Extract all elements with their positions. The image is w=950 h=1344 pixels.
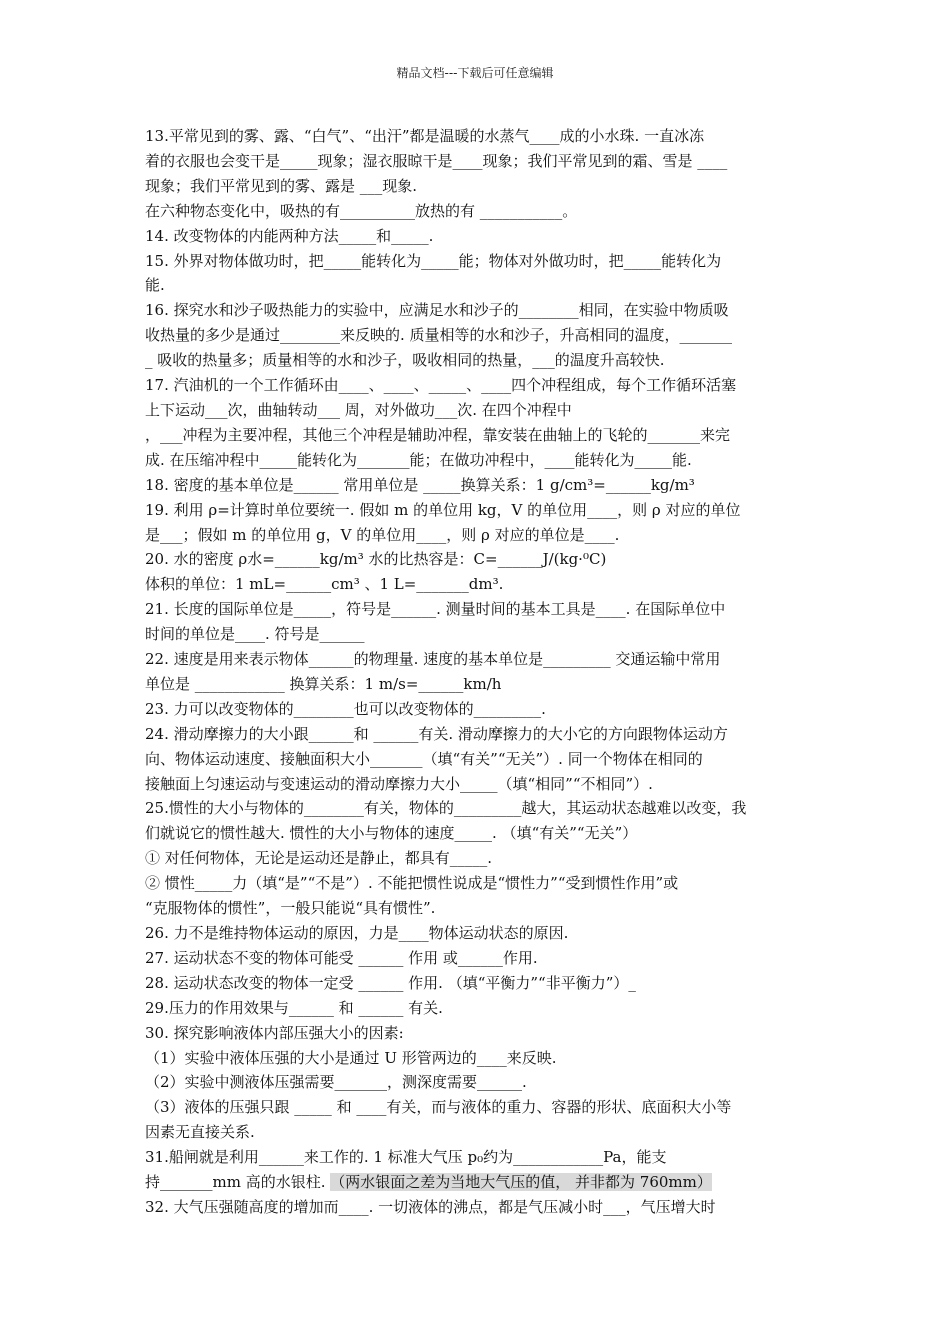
- text-line: 17. 汽油机的一个工作循环由____、____、_____、____四个冲程组成，每个工作循环活塞: [145, 376, 737, 395]
- text-line: 22. 速度是用来表示物体______的物理量. 速度的基本单位是_________ 交通运输中常用: [145, 650, 721, 669]
- text-line: ② 惯性_____力（填“是”“不是”）. 不能把惯性说成是“惯性力”“受到惯性作用”或: [145, 874, 679, 893]
- text-line: 现象；我们平常见到的雾、露是 ___现象.: [145, 176, 418, 195]
- text-line: 能.: [145, 276, 165, 295]
- text-line: 25.惯性的大小与物体的________有关，物体的_________越大，其运动状态越难以改变，我: [145, 799, 747, 818]
- document-body: [145, 124, 810, 1220]
- text-line: 19. 利用 ρ=计算时单位要统一. 假如 m 的单位用 kg，V 的单位用____，则 ρ 对应的单位: [145, 500, 741, 519]
- text-line: 23. 力可以改变物体的________也可以改变物体的_________.: [145, 699, 546, 718]
- text-line: 收热量的多少是通过________来反映的. 质量相等的水和沙子，升高相同的温度，_______: [145, 326, 733, 345]
- text-line: 26. 力不是维持物体运动的原因，力是____物体运动状态的原因.: [145, 924, 569, 942]
- text-line: 30. 探究影响液体内部压强大小的因素:: [145, 1023, 404, 1042]
- text-line: 13.平常见到的雾、露、“白气”、“出汗”都是温暖的水蒸气____成的小水珠. 一直冰冻: [145, 127, 705, 145]
- text-line: 21. 长度的国际单位是_____，符号是______. 测量时间的基本工具是____. 在国际单位中: [145, 600, 726, 619]
- text-line: ① 对任何物体，无论是运动还是静止，都具有_____.: [145, 849, 493, 868]
- text-line: 31.船闸就是利用______来工作的. 1 标准大气压 p₀约为____________Pa，能支: [145, 1148, 667, 1167]
- text-line: _ 吸收的热量多；质量相等的水和沙子，吸收相同的热量，___的温度升高较快.: [145, 351, 665, 370]
- text-line: 单位是 ____________ 换算关系：1 m/s=______km/h: [145, 674, 502, 693]
- text-line: 向、物体运动速度、接触面积大小_______（填“有关”“无关”）. 同一个物体在相同的: [145, 749, 703, 768]
- text-line: 接触面上匀速运动与变速运动的滑动摩擦力大小_____（填“相同”“不相同”）.: [145, 774, 653, 793]
- text-line: 成. 在压缩冲程中_____能转化为_______能；在做功冲程中，____能转化为_____能.: [145, 450, 692, 469]
- text-line: ，___冲程为主要冲程，其他三个冲程是辅助冲程，靠安装在曲轴上的飞轮的_______来完: [145, 425, 731, 444]
- highlighted-note: （两水银面之差为当地大气压的值， 并非都为 760mm）: [330, 1173, 712, 1192]
- text-line: 时间的单位是____. 符号是______: [145, 625, 365, 644]
- text-line: 15. 外界对物体做功时，把_____能转化为_____能；物体对外做功时，把_____能转化为: [145, 251, 722, 270]
- text-line: 体积的单位：1 mL=______cm³ 、1 L=_______dm³.: [145, 575, 504, 594]
- text-line: 们就说它的惯性越大. 惯性的大小与物体的速度_____. （填“有关”“无关”）: [145, 824, 638, 843]
- text-line: 32. 大气压强随高度的增加而____. 一切液体的沸点，都是气压减小时___，气压增大时: [145, 1197, 716, 1216]
- text-line: 18. 密度的基本单位是______ 常用单位是 _____换算关系：1 g/cm³=______kg/m³: [145, 475, 695, 494]
- text-line: 20. 水的密度 ρ水=______kg/m³ 水的比热容是：C=______J/(kg·⁰C): [145, 550, 607, 569]
- text-line: 着的衣服也会变干是_____现象；湿衣服晾干是____现象；我们平常见到的霜、雪是 ____: [145, 151, 728, 170]
- text-line: 29.压力的作用效果与______ 和 ______ 有关.: [145, 998, 443, 1017]
- text-line: 在六种物态变化中，吸热的有__________放热的有 ___________。: [145, 201, 578, 220]
- text-line: （2）实验中测液体压强需要_______，测深度需要______.: [145, 1073, 527, 1092]
- text-line: 28. 运动状态改变的物体一定受 ______ 作用. （填“平衡力”“非平衡力”）_: [145, 973, 636, 992]
- text-line: 因素无直接关系.: [145, 1123, 255, 1142]
- text-line: 27. 运动状态不变的物体可能受 ______ 作用 或______作用.: [145, 948, 538, 967]
- text-line: 14. 改变物体的内能两种方法_____和_____.: [145, 226, 434, 245]
- page-header: 精品文档---下载后可任意编辑: [396, 66, 554, 80]
- text-line: 16. 探究水和沙子吸热能力的实验中，应满足水和沙子的________相同，在实验中物质吸: [145, 301, 729, 320]
- text-line: 24. 滑动摩擦力的大小跟______和 ______有关. 滑动摩擦力的大小它的方向跟物体运动方: [145, 724, 728, 743]
- text-line: [145, 1170, 810, 1195]
- text-line: “克服物体的惯性”，一般只能说“具有惯性”.: [145, 899, 436, 918]
- text-line: （3）液体的压强只跟 _____ 和 ____有关，而与液体的重力、容器的形状、底面积大小等: [145, 1098, 732, 1117]
- text-line: 上下运动___次，曲轴转动___ 周，对外做功___次. 在四个冲程中: [145, 400, 572, 419]
- text-span: 持_______mm 高的水银柱.: [145, 1173, 331, 1192]
- text-line: 是___；假如 m 的单位用 g，V 的单位用____，则 ρ 对应的单位是____.: [145, 525, 620, 544]
- text-line: （1）实验中液体压强的大小是通过 U 形管两边的____来反映.: [145, 1048, 557, 1067]
